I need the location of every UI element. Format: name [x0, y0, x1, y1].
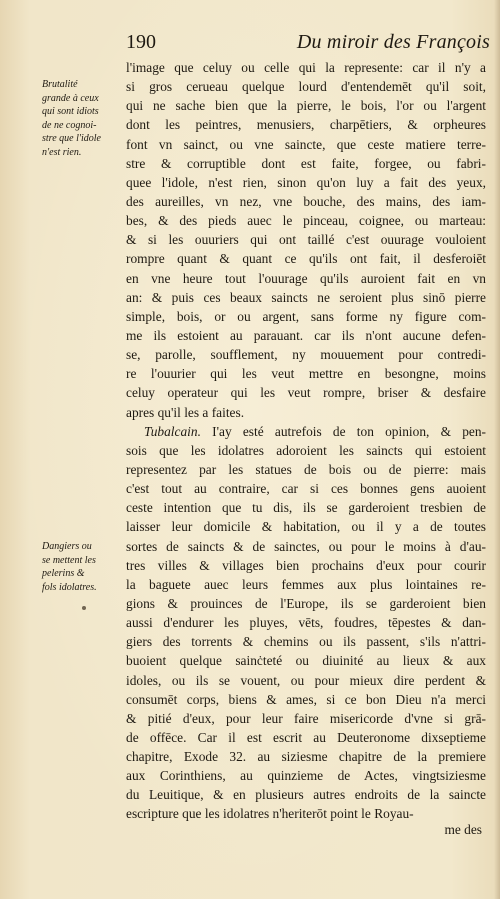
margin-note-line: fols idolatres. — [42, 581, 97, 593]
catchword: me des — [444, 822, 482, 837]
text-line: la baguete auec leurs femmes aux plus lointaines re- — [126, 576, 486, 592]
ink-spot — [82, 606, 86, 610]
body-text — [126, 58, 486, 824]
text-line: stre & corruptible dont est faite, forgee, ou fabri- — [126, 155, 486, 171]
text-line: bes, & des pieds auec le pinceau, coignee, ou marteau: — [126, 213, 486, 229]
text-line: aux Corinthiens, au quinzieme de Actes, vingtsiziesme — [126, 768, 486, 784]
margin-note-line: grande à ceux — [42, 92, 99, 104]
page-edge-shadow — [494, 0, 500, 899]
page-number: 190 — [126, 31, 156, 53]
margin-note-line: Brutalité — [42, 79, 78, 90]
text-line: l'image que celuy ou celle qui la represente: car il n'y a — [126, 60, 486, 75]
text-line: chapitre, Exode 32. au siziesme chapitre de la premiere — [126, 749, 486, 765]
text-line: aussi d'endurer les pluyes, vēts, foudres, tēpestes & dan- — [126, 615, 486, 631]
text-line: simple, bois, or ou argent, sans forme ny figure com- — [126, 308, 486, 324]
text-line: rompre quant & quant ce qu'ils ont fait, il desferoiēt — [126, 251, 486, 267]
text-line: font vn sainct, ou vne saincte, que ceste matiere terre- — [126, 136, 486, 152]
margin-note-line: Dangiers ou — [42, 541, 92, 552]
text-line: qui ne sache bien que la pierre, le bois, l'or ou l'argent — [126, 98, 486, 114]
text-line: en vne heure tout l'ouurage qu'ils auroient fait en vn — [126, 270, 486, 286]
text-line: & si les ouuriers qui ont taillé c'est ouurage vouloient — [126, 232, 486, 248]
text-line: du Leuitique, & en plusieurs autres endroits de la saincte — [126, 787, 486, 803]
text-line: sortes de saincts & de sainctes, ou pour le moins à d'au- — [126, 538, 486, 554]
running-head — [126, 30, 490, 54]
margin-note-dangiers — [42, 540, 122, 594]
text-line: des aureilles, vn nez, vne bouche, des mains, des iam- — [126, 193, 486, 209]
text-line: dont les peintres, menusiers, charpētiers, & orpheures — [126, 117, 486, 133]
text-line: c'est tout au contraire, car si ces bonnes gens auoient — [126, 481, 486, 497]
text-line: celuy operateur qui les veut rompre, briser & desfaire — [126, 385, 486, 401]
text-line: consumēt corps, biens & ames, si ce bon Dieu n'a merci — [126, 691, 486, 707]
text-line: Tubalcain. I'ay esté autrefois de ton opinion, & pen- — [144, 423, 486, 439]
text-line: ceste intention que tu dis, ils se garderoient tresbien de — [126, 500, 486, 516]
text-line: & pitié d'eux, pour leur faire misericorde d'vne si grā- — [126, 710, 486, 726]
text-line: laisser leur domicile & habitation, ou il y a de toutes — [126, 519, 486, 535]
text-line: me ils estoient au parauant. car ils n'ont aucune defen- — [126, 327, 486, 343]
margin-note-line: stre que l'idole — [42, 133, 101, 144]
text-line: se, parolle, soufflement, ny mouuement pour contredi- — [126, 347, 486, 363]
text-line: an: & puis ces beaux saincts ne seroient plus sinō pierre — [126, 289, 486, 305]
margin-note-line: n'est rien. — [42, 146, 82, 158]
text-line: escripture que les idolatres n'heriterōt point le Royau- — [126, 806, 414, 822]
margin-note-line: de ne cognoi- — [42, 119, 97, 131]
margin-note-line: qui sont idiots — [42, 106, 99, 117]
margin-note-line: se mettent les — [42, 554, 96, 566]
text-line: apres qu'il les a faites. — [126, 404, 245, 420]
text-line: gions & prouinces de l'Europe, ils se garderoient bien — [126, 595, 486, 611]
margin-note-line: pelerins & — [42, 568, 85, 579]
text-line: tres villes & villages bien prochains d'eux pour courir — [126, 557, 486, 573]
text-line: si gros cerueau quelque lourd d'entendemēt qu'il soit, — [126, 79, 486, 95]
text-line: de offēce. Car il est escrit au Deuteronome dixseptieme — [126, 729, 486, 745]
text-line: quee l'idole, n'est rien, sinon qu'on luy a fait des yeux, — [126, 174, 486, 190]
text-line: re l'ouurier qui les veut mettre en besongne, moins — [126, 366, 486, 382]
text-line: representez par les statues de bois ou de pierre: mais — [126, 461, 486, 477]
text-line: idoles, ou ils se vouent, ou pour mieux dire perdent & — [126, 672, 486, 688]
text-line: buoient quelque sainċteté ou diuinité au lieux & aux — [126, 653, 486, 669]
text-line: giers des torrents & chemins ou ils passent, s'ils n'attri- — [126, 634, 486, 650]
speaker-name: Tubalcain. — [144, 423, 201, 439]
text-line: sois que les idolatres adoroient les saincts qui estoient — [126, 442, 486, 458]
margin-note-brutalite — [42, 78, 122, 159]
running-title: Du miroir des François — [296, 31, 490, 53]
